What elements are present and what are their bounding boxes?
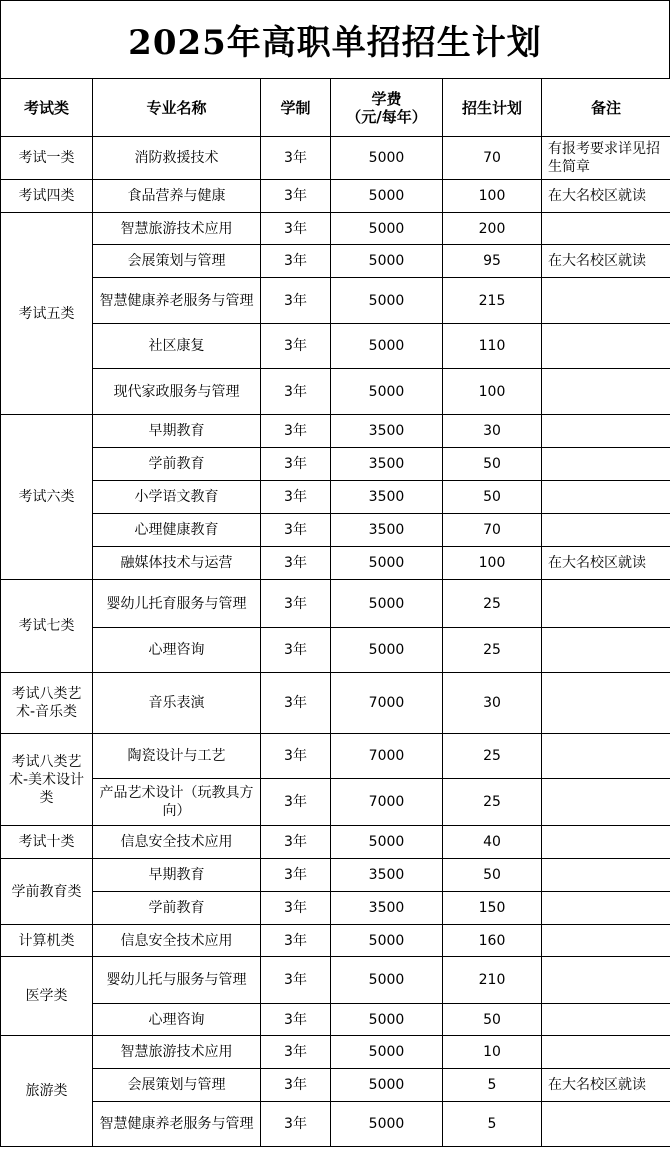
tuition-cell: 5000 bbox=[331, 1069, 443, 1102]
major-cell: 学前教育 bbox=[93, 892, 261, 925]
duration-cell: 3年 bbox=[261, 628, 331, 673]
category-cell: 医学类 bbox=[1, 957, 93, 1036]
duration-cell: 3年 bbox=[261, 1102, 331, 1147]
note-cell bbox=[542, 734, 670, 779]
major-cell: 小学语文教育 bbox=[93, 481, 261, 514]
header-duration: 学制 bbox=[261, 79, 331, 137]
major-cell: 早期教育 bbox=[93, 859, 261, 892]
plan-cell: 200 bbox=[443, 213, 542, 245]
admission-plan-table bbox=[0, 78, 670, 1147]
major-cell: 食品营养与健康 bbox=[93, 180, 261, 213]
duration-cell: 3年 bbox=[261, 137, 331, 180]
tuition-cell: 7000 bbox=[331, 734, 443, 779]
table-row bbox=[1, 278, 670, 324]
note-cell bbox=[542, 779, 670, 826]
duration-cell: 3年 bbox=[261, 580, 331, 628]
table-row bbox=[1, 1004, 670, 1036]
note-cell: 在大名校区就读 bbox=[542, 1069, 670, 1102]
note-cell: 在大名校区就读 bbox=[542, 180, 670, 213]
note-cell bbox=[542, 448, 670, 481]
tuition-cell: 5000 bbox=[331, 213, 443, 245]
table-row bbox=[1, 137, 670, 180]
major-cell: 会展策划与管理 bbox=[93, 245, 261, 278]
plan-cell: 215 bbox=[443, 278, 542, 324]
plan-cell: 100 bbox=[443, 369, 542, 415]
major-cell: 音乐表演 bbox=[93, 673, 261, 734]
plan-cell: 25 bbox=[443, 628, 542, 673]
note-cell: 有报考要求详见招生简章 bbox=[542, 137, 670, 180]
plan-cell: 5 bbox=[443, 1069, 542, 1102]
plan-cell: 50 bbox=[443, 481, 542, 514]
major-cell: 智慧旅游技术应用 bbox=[93, 1036, 261, 1069]
plan-cell: 100 bbox=[443, 547, 542, 580]
plan-cell: 30 bbox=[443, 673, 542, 734]
major-cell: 消防救援技术 bbox=[93, 137, 261, 180]
tuition-cell: 5000 bbox=[331, 369, 443, 415]
major-cell: 早期教育 bbox=[93, 415, 261, 448]
duration-cell: 3年 bbox=[261, 415, 331, 448]
plan-cell: 50 bbox=[443, 859, 542, 892]
major-cell: 融媒体技术与运营 bbox=[93, 547, 261, 580]
category-cell: 学前教育类 bbox=[1, 859, 93, 925]
table-row bbox=[1, 324, 670, 369]
note-cell bbox=[542, 213, 670, 245]
major-cell: 信息安全技术应用 bbox=[93, 826, 261, 859]
note-cell bbox=[542, 369, 670, 415]
table-row bbox=[1, 826, 670, 859]
note-cell bbox=[542, 628, 670, 673]
tuition-cell: 7000 bbox=[331, 779, 443, 826]
duration-cell: 3年 bbox=[261, 1069, 331, 1102]
note-cell: 在大名校区就读 bbox=[542, 245, 670, 278]
plan-cell: 50 bbox=[443, 1004, 542, 1036]
note-cell bbox=[542, 673, 670, 734]
note-cell bbox=[542, 514, 670, 547]
plan-cell: 25 bbox=[443, 580, 542, 628]
tuition-cell: 5000 bbox=[331, 245, 443, 278]
duration-cell: 3年 bbox=[261, 826, 331, 859]
major-cell: 心理健康教育 bbox=[93, 514, 261, 547]
table-row bbox=[1, 547, 670, 580]
duration-cell: 3年 bbox=[261, 213, 331, 245]
table-row bbox=[1, 628, 670, 673]
tuition-cell: 3500 bbox=[331, 859, 443, 892]
duration-cell: 3年 bbox=[261, 369, 331, 415]
duration-cell: 3年 bbox=[261, 859, 331, 892]
table-row bbox=[1, 673, 670, 734]
category-cell: 旅游类 bbox=[1, 1036, 93, 1147]
tuition-cell: 3500 bbox=[331, 514, 443, 547]
plan-cell: 150 bbox=[443, 892, 542, 925]
table-row bbox=[1, 369, 670, 415]
tuition-cell: 5000 bbox=[331, 957, 443, 1004]
category-cell: 考试五类 bbox=[1, 213, 93, 415]
major-cell: 学前教育 bbox=[93, 448, 261, 481]
duration-cell: 3年 bbox=[261, 1036, 331, 1069]
tuition-cell: 7000 bbox=[331, 673, 443, 734]
duration-cell: 3年 bbox=[261, 514, 331, 547]
table-row bbox=[1, 1036, 670, 1069]
note-cell bbox=[542, 892, 670, 925]
plan-cell: 5 bbox=[443, 1102, 542, 1147]
note-cell bbox=[542, 278, 670, 324]
major-cell: 现代家政服务与管理 bbox=[93, 369, 261, 415]
duration-cell: 3年 bbox=[261, 925, 331, 957]
table-row bbox=[1, 779, 670, 826]
major-cell: 婴幼儿托育服务与管理 bbox=[93, 580, 261, 628]
header-major: 专业名称 bbox=[93, 79, 261, 137]
plan-cell: 70 bbox=[443, 514, 542, 547]
duration-cell: 3年 bbox=[261, 957, 331, 1004]
note-cell bbox=[542, 415, 670, 448]
category-cell: 考试一类 bbox=[1, 137, 93, 180]
category-cell: 考试十类 bbox=[1, 826, 93, 859]
note-cell bbox=[542, 826, 670, 859]
table-row bbox=[1, 1102, 670, 1147]
table-row bbox=[1, 957, 670, 1004]
table-header-row bbox=[1, 79, 670, 137]
major-cell: 心理咨询 bbox=[93, 1004, 261, 1036]
table-row bbox=[1, 1069, 670, 1102]
tuition-cell: 5000 bbox=[331, 547, 443, 580]
tuition-cell: 5000 bbox=[331, 1036, 443, 1069]
table-row bbox=[1, 213, 670, 245]
major-cell: 陶瓷设计与工艺 bbox=[93, 734, 261, 779]
tuition-cell: 3500 bbox=[331, 415, 443, 448]
note-cell bbox=[542, 580, 670, 628]
header-plan: 招生计划 bbox=[443, 79, 542, 137]
table-row bbox=[1, 734, 670, 779]
note-cell bbox=[542, 925, 670, 957]
note-cell bbox=[542, 324, 670, 369]
tuition-cell: 5000 bbox=[331, 278, 443, 324]
tuition-cell: 3500 bbox=[331, 448, 443, 481]
duration-cell: 3年 bbox=[261, 734, 331, 779]
plan-cell: 100 bbox=[443, 180, 542, 213]
page-title: 2025年高职单招招生计划 bbox=[0, 0, 670, 78]
plan-cell: 25 bbox=[443, 734, 542, 779]
tuition-cell: 5000 bbox=[331, 324, 443, 369]
table-row bbox=[1, 514, 670, 547]
category-cell: 考试八类艺术-美术设计类 bbox=[1, 734, 93, 826]
plan-cell: 50 bbox=[443, 448, 542, 481]
note-cell bbox=[542, 481, 670, 514]
category-cell: 考试八类艺术-音乐类 bbox=[1, 673, 93, 734]
table-row bbox=[1, 180, 670, 213]
table-row bbox=[1, 859, 670, 892]
header-category: 考试类 bbox=[1, 79, 93, 137]
tuition-cell: 5000 bbox=[331, 925, 443, 957]
duration-cell: 3年 bbox=[261, 779, 331, 826]
major-cell: 婴幼儿托与服务与管理 bbox=[93, 957, 261, 1004]
tuition-cell: 5000 bbox=[331, 826, 443, 859]
major-cell: 社区康复 bbox=[93, 324, 261, 369]
tuition-cell: 5000 bbox=[331, 137, 443, 180]
plan-cell: 10 bbox=[443, 1036, 542, 1069]
header-notes: 备注 bbox=[542, 79, 670, 137]
duration-cell: 3年 bbox=[261, 245, 331, 278]
category-cell: 计算机类 bbox=[1, 925, 93, 957]
table-row bbox=[1, 448, 670, 481]
plan-cell: 25 bbox=[443, 779, 542, 826]
note-cell bbox=[542, 1102, 670, 1147]
duration-cell: 3年 bbox=[261, 1004, 331, 1036]
major-cell: 产品艺术设计（玩教具方向） bbox=[93, 779, 261, 826]
duration-cell: 3年 bbox=[261, 448, 331, 481]
category-cell: 考试七类 bbox=[1, 580, 93, 673]
major-cell: 信息安全技术应用 bbox=[93, 925, 261, 957]
category-cell: 考试四类 bbox=[1, 180, 93, 213]
tuition-cell: 3500 bbox=[331, 481, 443, 514]
major-cell: 会展策划与管理 bbox=[93, 1069, 261, 1102]
major-cell: 智慧健康养老服务与管理 bbox=[93, 278, 261, 324]
plan-cell: 40 bbox=[443, 826, 542, 859]
category-cell: 考试六类 bbox=[1, 415, 93, 580]
table-row bbox=[1, 892, 670, 925]
tuition-cell: 5000 bbox=[331, 1102, 443, 1147]
table-row bbox=[1, 415, 670, 448]
note-cell: 在大名校区就读 bbox=[542, 547, 670, 580]
note-cell bbox=[542, 957, 670, 1004]
major-cell: 智慧旅游技术应用 bbox=[93, 213, 261, 245]
duration-cell: 3年 bbox=[261, 278, 331, 324]
tuition-cell: 5000 bbox=[331, 580, 443, 628]
header-tuition: 学费 （元/每年） bbox=[331, 79, 443, 137]
major-cell: 智慧健康养老服务与管理 bbox=[93, 1102, 261, 1147]
tuition-cell: 5000 bbox=[331, 180, 443, 213]
plan-cell: 160 bbox=[443, 925, 542, 957]
plan-cell: 95 bbox=[443, 245, 542, 278]
duration-cell: 3年 bbox=[261, 481, 331, 514]
tuition-cell: 5000 bbox=[331, 628, 443, 673]
tuition-cell: 5000 bbox=[331, 1004, 443, 1036]
plan-cell: 30 bbox=[443, 415, 542, 448]
duration-cell: 3年 bbox=[261, 892, 331, 925]
duration-cell: 3年 bbox=[261, 180, 331, 213]
table-row bbox=[1, 925, 670, 957]
note-cell bbox=[542, 859, 670, 892]
plan-cell: 70 bbox=[443, 137, 542, 180]
duration-cell: 3年 bbox=[261, 324, 331, 369]
table-row bbox=[1, 245, 670, 278]
note-cell bbox=[542, 1036, 670, 1069]
plan-cell: 210 bbox=[443, 957, 542, 1004]
note-cell bbox=[542, 1004, 670, 1036]
table-row bbox=[1, 580, 670, 628]
duration-cell: 3年 bbox=[261, 673, 331, 734]
tuition-cell: 3500 bbox=[331, 892, 443, 925]
duration-cell: 3年 bbox=[261, 547, 331, 580]
major-cell: 心理咨询 bbox=[93, 628, 261, 673]
plan-cell: 110 bbox=[443, 324, 542, 369]
table-row bbox=[1, 481, 670, 514]
